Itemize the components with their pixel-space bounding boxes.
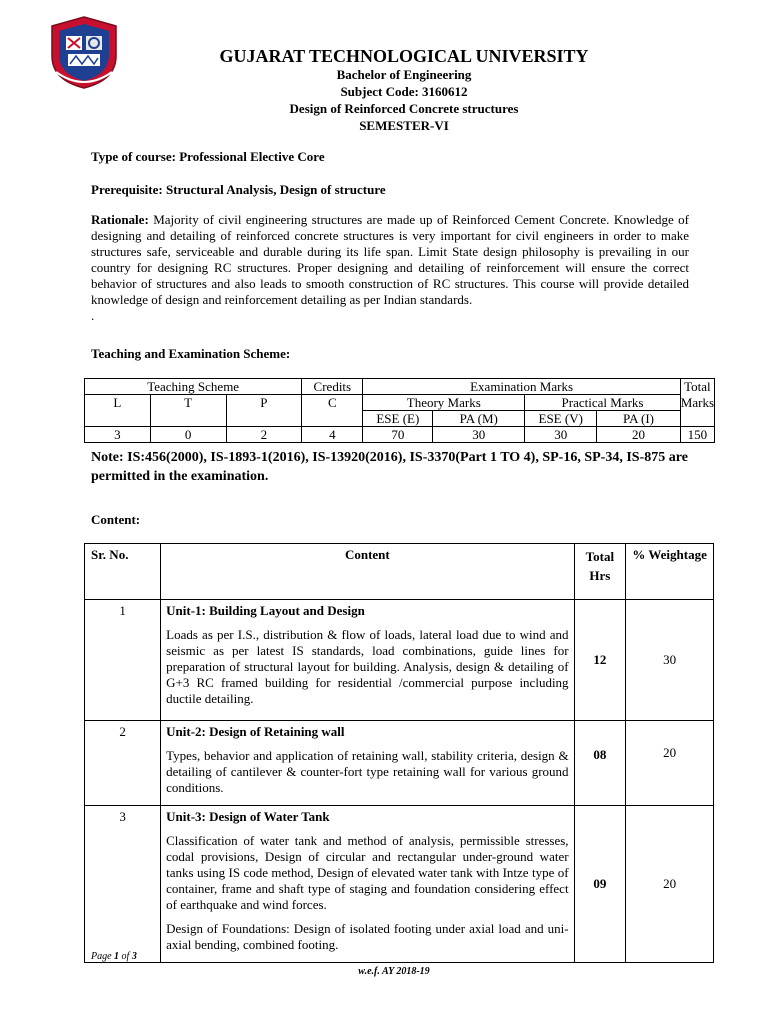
course-type: Type of course: Professional Elective Core — [91, 149, 325, 164]
page-indicator — [91, 951, 137, 962]
scheme-table — [84, 378, 715, 443]
total-hrs-label-1: Total — [585, 549, 615, 564]
unit-description: Types, behavior and application of retaining wall, stability criteria, design & detailing of cantilever & counter-fort type retaining wall for various ground conditions. — [166, 748, 569, 795]
practical-marks-header: Practical Marks — [525, 395, 681, 411]
unit-title: Unit-1: Building Layout and Design — [166, 603, 365, 618]
subject-name: Design of Reinforced Concrete structures — [289, 101, 519, 116]
col-l: L — [85, 395, 151, 427]
unit-hrs: 12 — [574, 600, 626, 721]
total-hrs-label-2: Hrs — [589, 568, 611, 583]
credits-header: Credits — [302, 379, 363, 395]
table-row — [85, 721, 714, 806]
value-p: 2 — [226, 427, 302, 443]
exam-note: Note: IS:456(2000), IS-1893-1(2016), IS-13920(2016), IS-3370(Part 1 TO 4), SP-16, SP-34, IS-875 are permitted in the examination. — [91, 450, 688, 484]
table-row — [85, 806, 714, 963]
theory-marks-header: Theory Marks — [363, 395, 525, 411]
unit-weightage: 20 — [626, 721, 714, 806]
sr-no-header: Sr. No. — [85, 544, 161, 600]
content-heading: Content: — [91, 512, 141, 527]
content-header-row — [85, 544, 714, 600]
scheme-heading: Teaching and Examination Scheme: — [91, 346, 291, 361]
unit-description: Loads as per I.S., distribution & flow of loads, lateral load due to wind and seismic as per latest IS standards, load combinations, guide lines for preparation of structural layout for building. Analysis, design & detailing of G+3 RC framed building for residential /commercial purpose including ductile detailing. — [166, 627, 569, 706]
unit-hrs: 08 — [574, 721, 626, 806]
total-hrs-header — [574, 544, 626, 600]
value-ese-v: 30 — [525, 427, 597, 443]
unit-sr: 2 — [85, 721, 161, 806]
value-t: 0 — [150, 427, 226, 443]
rationale-label: Rationale: — [91, 212, 149, 227]
content-header: Content — [161, 544, 574, 600]
semester: SEMESTER-VI — [359, 118, 449, 133]
value-ese-e: 70 — [363, 427, 433, 443]
subject-code: Subject Code: 3160612 — [340, 84, 468, 99]
unit-title: Unit-2: Design of Retaining wall — [166, 724, 345, 739]
table-row — [85, 600, 714, 721]
unit-content — [161, 806, 574, 963]
unit-content — [161, 721, 574, 806]
unit-sr: 1 — [85, 600, 161, 721]
page-number: 1 — [114, 951, 120, 962]
wef-note: w.e.f. AY 2018-19 — [358, 966, 430, 977]
total-marks-header — [680, 379, 714, 427]
value-pa-i: 20 — [597, 427, 681, 443]
teaching-scheme-header: Teaching Scheme — [85, 379, 302, 395]
page-of: of — [119, 951, 132, 962]
unit-sr: 3 — [85, 806, 161, 963]
rationale-paragraph — [91, 212, 689, 324]
rationale-text: Majority of civil engineering structures are made up of Reinforced Cement Concrete. Knowledge of designing and detailing of reinforced concrete structures is very important for civil engineers in order to make structures safe, serviceable and durable during its life span. Limit State design philosophy is prevailing in our country for designing RC structures. Proper designing and detailing of reinforcement will ensure the correct behavior of structures and also leads to smooth construction of RC structures. This course will provide detailed knowledge of design and reinforcement detailing as per Indian standards. — [91, 212, 689, 307]
marks-label: Marks — [680, 395, 714, 410]
page-label: Page — [91, 951, 115, 962]
col-t: T — [150, 395, 226, 427]
unit-description: Classification of water tank and method of analysis, permissible stresses, codal provisions, Design of circular and rectangular under-ground water tanks using IS code method, Design of elevated water tank with Intze type of container, frame and shaft type of staging and foundation considering effect of earthquake and wind forces. — [166, 833, 569, 912]
value-pa-m: 30 — [433, 427, 525, 443]
col-pa-i: PA (I) — [597, 411, 681, 427]
prerequisite: Prerequisite: Structural Analysis, Design of structure — [91, 182, 386, 197]
col-ese-v: ESE (V) — [525, 411, 597, 427]
col-pa-m: PA (M) — [433, 411, 525, 427]
col-ese-e: ESE (E) — [363, 411, 433, 427]
total-label: Total — [684, 379, 711, 394]
exam-marks-header: Examination Marks — [363, 379, 680, 395]
degree: Bachelor of Engineering — [336, 67, 472, 82]
unit-weightage: 30 — [626, 600, 714, 721]
unit-content — [161, 600, 574, 721]
unit-hrs: 09 — [574, 806, 626, 963]
weightage-header: % Weightage — [626, 544, 714, 600]
unit-description: Design of Foundations: Design of isolated footing under axial load and uni-axial bending, combined footing. — [166, 921, 569, 952]
unit-title: Unit-3: Design of Water Tank — [166, 809, 330, 824]
unit-weightage: 20 — [626, 806, 714, 963]
university-name: GUJARAT TECHNOLOGICAL UNIVERSITY — [219, 46, 589, 66]
rationale-trailing: . — [91, 308, 95, 323]
value-c: 4 — [302, 427, 363, 443]
value-total: 150 — [680, 427, 714, 443]
page-total: 3 — [131, 951, 137, 962]
scheme-values-row — [85, 427, 715, 443]
value-l: 3 — [85, 427, 151, 443]
content-table — [84, 543, 714, 963]
col-c: C — [302, 395, 363, 427]
col-p: P — [226, 395, 302, 427]
